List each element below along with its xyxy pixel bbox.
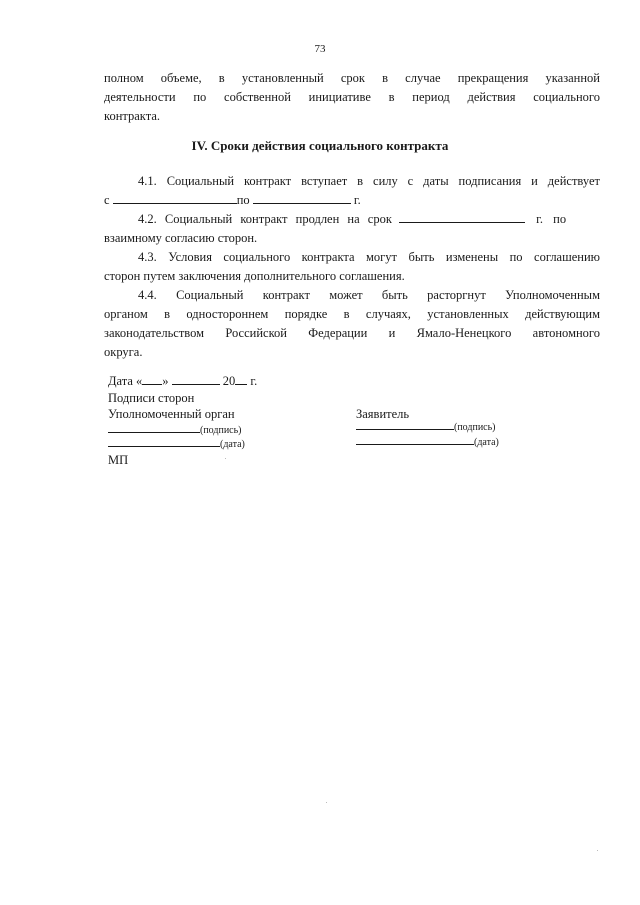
- clause-4-4-line-4: округа.: [104, 345, 143, 359]
- authority-signature-blank: [108, 421, 200, 433]
- applicant-signature-hint: (подпись): [454, 422, 496, 433]
- scan-speck: [326, 802, 327, 803]
- extension-suffix: г. по: [536, 212, 567, 226]
- authority-signature-hint: (подпись): [200, 425, 242, 436]
- to-label: по: [236, 193, 250, 207]
- clause-4-3-line-2: сторон путем заключения дополнительного соглашения.: [104, 269, 405, 283]
- intro-line-3: контракта.: [104, 109, 160, 123]
- date-line: [108, 373, 257, 389]
- applicant-label: Заявитель: [356, 407, 410, 421]
- end-date-blank: [253, 192, 351, 204]
- intro-line-2: деятельности по собственной инициативе в период действия социального: [104, 90, 600, 104]
- date-label: Дата «: [108, 374, 143, 388]
- clause-4-3-line-1: 4.3. Условия социального контракта могут быть изменены по соглашению: [138, 250, 600, 264]
- applicant-date-line: [356, 433, 499, 451]
- applicant-signature-blank: [356, 418, 454, 430]
- from-label: с: [104, 193, 110, 207]
- day-blank: [142, 373, 162, 385]
- parties-label: Подписи сторон: [108, 391, 195, 405]
- authority-date-line: [108, 435, 245, 453]
- extension-term-blank: [399, 211, 525, 223]
- authority-label: Уполномоченный орган: [108, 407, 235, 421]
- clause-4-4-line-2: органом в одностороннем порядке в случаях, установленных действующим: [104, 307, 600, 321]
- year-blank: [235, 373, 247, 385]
- year-prefix: 20: [222, 374, 236, 388]
- start-date-blank: [113, 192, 237, 204]
- clause-4-1-line-1: 4.1. Социальный контракт вступает в силу с даты подписания и действует: [138, 174, 600, 188]
- year-suffix: г.: [353, 193, 361, 207]
- clause-4-2-line-2: взаимному согласию сторон.: [104, 231, 258, 245]
- scan-speck: [225, 458, 226, 459]
- clause-4-2-line-1: [104, 210, 600, 228]
- clause-4-1-line-2: [104, 191, 600, 209]
- intro-line-1: полном объеме, в установленный срок в случае прекращения указанной: [104, 71, 600, 85]
- date-close: »: [162, 374, 169, 388]
- year-suffix-label: г.: [250, 374, 258, 388]
- authority-date-hint: (дата): [220, 439, 245, 450]
- page-number: 73: [314, 43, 326, 55]
- seal-label: МП: [108, 453, 129, 467]
- authority-date-blank: [108, 435, 220, 447]
- scan-speck: [597, 850, 598, 851]
- clause-4-4-line-1: 4.4. Социальный контракт может быть расторгнут Уполномоченным: [138, 288, 600, 302]
- month-blank: [172, 373, 220, 385]
- applicant-date-hint: (дата): [474, 437, 499, 448]
- extension-prefix: 4.2. Социальный контракт продлен на срок: [138, 212, 392, 226]
- section-heading: IV. Сроки действия социального контракта: [191, 138, 449, 153]
- clause-4-4-line-3: законодательством Российской Федерации и Ямало-Ненецкого автономного: [104, 326, 600, 340]
- applicant-date-blank: [356, 433, 474, 445]
